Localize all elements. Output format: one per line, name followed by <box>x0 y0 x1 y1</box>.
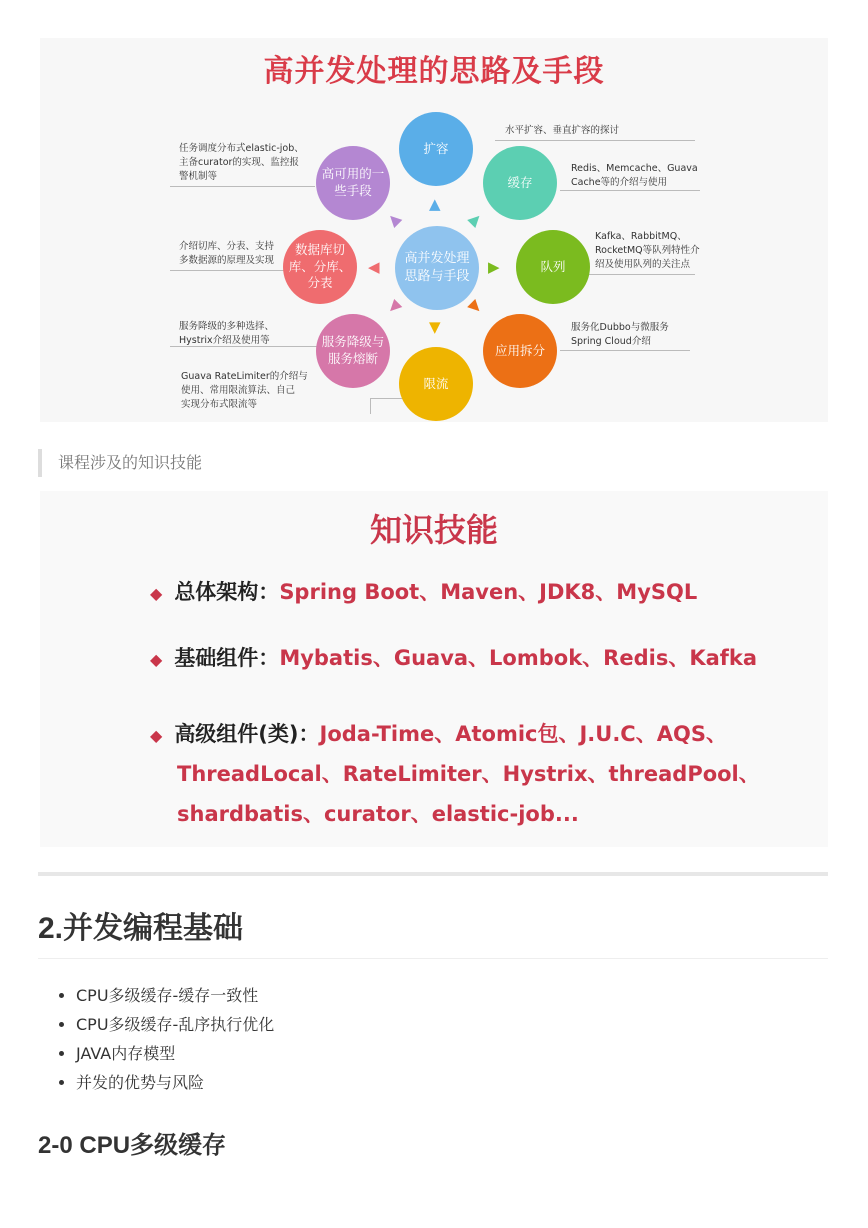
skill-item-advanced <box>150 714 727 756</box>
list-item: • 并发的优势与风险 <box>76 1068 274 1097</box>
arrow-downleft-icon: ▲ <box>382 297 404 319</box>
note-line-cache <box>560 190 700 191</box>
node-app-split: 应用拆分 <box>483 314 557 388</box>
knowledge-skills-image <box>40 491 828 847</box>
arrow-upright-icon: ▲ <box>465 208 487 230</box>
skill-item-overall <box>150 572 697 614</box>
skill-label: 总体架构： <box>174 580 280 604</box>
list-item: • JAVA内存模型 <box>76 1039 274 1068</box>
heading-underline <box>38 958 828 959</box>
note-rate-limit: Guava RateLimiter的介绍与 使用、常用限流算法、自己 实现分布式限流等 <box>181 371 308 410</box>
note-ha: 任务调度分布式elastic-job、 主备curator的实现、监控报 警机制等 <box>179 143 304 182</box>
note-queue: Kafka、RabbitMQ、 RocketMQ等队列特性介 绍及使用队列的关注点 <box>595 231 700 270</box>
note-line-appsplit <box>560 350 690 351</box>
note-line-queue <box>585 274 695 275</box>
note-line-ratelimit-v <box>370 398 371 414</box>
note-line-db <box>170 270 290 271</box>
list-item: • CPU多级缓存-缓存一致性 <box>76 981 274 1010</box>
skill-item-basic <box>150 638 757 680</box>
note-cache: Redis、Memcache、Guava Cache等的介绍与使用 <box>571 163 698 188</box>
node-db: 数据库切 库、分库、 分表 <box>283 230 357 304</box>
skill-value: Spring Boot、Maven、JDK8、MySQL <box>279 580 698 604</box>
skill-label: 基础组件： <box>174 646 280 670</box>
topic-list <box>38 981 274 1097</box>
skill-advanced-cont-2: shardbatis、curator、elastic-job... <box>177 802 579 826</box>
skill-label: 高级组件(类)： <box>174 722 320 746</box>
skill-advanced-cont-1: ThreadLocal、RateLimiter、Hystrix、threadPool、 <box>177 762 760 786</box>
note-degrade: 服务降级的多种选择、 Hystrix介绍及使用等 <box>179 321 275 346</box>
concurrency-diagram-image <box>40 38 828 422</box>
note-app-split: 服务化Dubbo与微服务 Spring Cloud介绍 <box>571 322 669 347</box>
section-heading: 2.并发编程基础 <box>38 912 244 945</box>
note-expand: 水平扩容、垂直扩容的探讨 <box>505 125 620 136</box>
arrow-down-icon: ▼ <box>429 318 441 336</box>
node-cache: 缓存 <box>483 146 557 220</box>
skill-value: Joda-Time、Atomic包、J.U.C、AQS、 <box>319 722 727 746</box>
subsection-heading: 2-0 CPU多级缓存 <box>38 1132 227 1159</box>
note-line-ha <box>170 186 315 187</box>
arrow-right-icon: ▶ <box>488 258 500 276</box>
skill-value: Mybatis、Guava、Lombok、Redis、Kafka <box>279 646 758 670</box>
node-queue: 队列 <box>516 230 590 304</box>
list-item: • CPU多级缓存-乱序执行优化 <box>76 1010 274 1039</box>
diamond-bullet-icon: ◆ <box>150 650 163 669</box>
arrow-upleft-icon: ▲ <box>382 208 404 230</box>
diamond-bullet-icon: ◆ <box>150 726 163 745</box>
arrow-downright-icon: ▲ <box>465 297 487 319</box>
node-rate-limit: 限流 <box>399 347 473 421</box>
arrow-left-icon: ◀ <box>368 258 380 276</box>
node-ha: 高可用的一 些手段 <box>316 146 390 220</box>
node-degrade: 服务降级与 服务熔断 <box>316 314 390 388</box>
note-db: 介绍切库、分表、支持 多数据源的原理及实现 <box>179 241 275 266</box>
diagram-title: 高并发处理的思路及手段 <box>263 54 605 89</box>
blockquote: 课程涉及的知识技能 <box>38 449 202 477</box>
diamond-bullet-icon: ◆ <box>150 584 163 603</box>
node-center: 高并发处理 思路与手段 <box>395 226 479 310</box>
horizontal-rule <box>38 872 828 876</box>
arrow-up-icon: ▲ <box>429 195 441 213</box>
skills-title: 知识技能 <box>369 511 498 549</box>
note-line-expand <box>495 140 695 141</box>
node-expand: 扩容 <box>399 112 473 186</box>
